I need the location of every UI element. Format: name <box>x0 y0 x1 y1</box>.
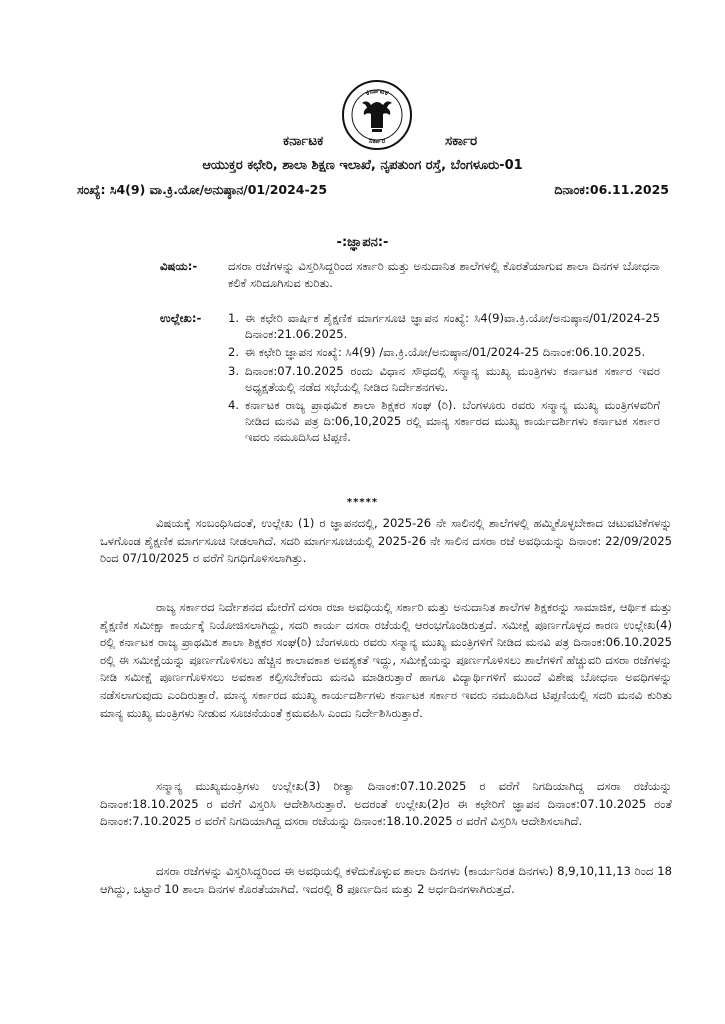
reference-item <box>228 310 660 342</box>
references-list <box>228 310 660 448</box>
reference-number-label: 1. <box>228 311 240 325</box>
reference-item <box>228 344 660 360</box>
reference-text: ಈ ಕಛೇರಿ ವಾರ್ಷಿಕ ಶೈಕ್ಷಣಿಕ ಮಾರ್ಗಸೂಚಿ ಜ್ಞಾಪನ ಸಂಖ್ಯೆ: ಸಿ4(9)ವಾ.ಕ್ರಿ.ಯೋ/ಅನುಷ್ಠಾನ/01/2024-25 ದಿನಾಂಕ:21.06.2025. <box>245 311 660 342</box>
reference-text: ಈ ಕಛೇರಿ ಜ್ಞಾಪನ ಸಂಖ್ಯೆ: ಸಿ4(9) /ವಾ.ಕ್ರಿ.ಯೋ/ಅನುಷ್ಠಾನ/01/2024-25 ದಿನಾಂಕ:06.10.2025. <box>245 345 646 360</box>
gov-title-word-1: ಕರ್ನಾಟಕ <box>283 133 324 149</box>
body-paragraph-4: ದಸರಾ ರಜೆಗಳನ್ನು ವಿಸ್ತರಿಸಿದ್ದರಿಂದ ಈ ಅವಧಿಯಲ್ಲಿ ಕಳೆದುಕೊಳ್ಳುವ ಶಾಲಾ ದಿನಗಳು (ಕಾರ್ಯನಿರತ ದಿನಗಳು) 8,9,10,11,13 ರಿಂದ 18 ಆಗಿದ್ದು, ಒಟ್ಟಾರೆ 10 ಶಾಲಾ ದಿನಗಳ ಕೊರತೆಯಾಗಿದೆ. ಇದರಲ್ಲಿ 8 ಪೂರ್ಣದಿನ ಮತ್ತು 2 ಅರ್ಧದಿನಗಳಾಗಿರುತ್ತದೆ. <box>100 864 672 896</box>
government-seal <box>341 79 413 151</box>
body-paragraph-1: ವಿಷಯಕ್ಕೆ ಸಂಬಂಧಿಸಿದಂತೆ, ಉಲ್ಲೇಖ (1) ರ ಜ್ಞಾಪನದಲ್ಲಿ, 2025-26 ನೇ ಸಾಲಿನಲ್ಲಿ ಶಾಲೆಗಳಲ್ಲಿ ಹಮ್ಮಿಕೊಳ್ಳಬೇಕಾದ ಚಟುವಟಿಕೆಗಳನ್ನು ಒಳಗೊಂಡ ಶೈಕ್ಷಣಿಕ ಮಾರ್ಗಸೂಚಿ ನೀಡಲಾಗಿದೆ. ಸದರಿ ಮಾರ್ಗಸೂಚಿಯಲ್ಲಿ 2025-26 ನೇ ಸಾಲಿನ ದಸರಾ ರಜೆ ಅವಧಿಯನ್ನು ದಿನಾಂಕ: 22/09/2025 ರಿಂದ 07/10/2025 ರ ವರೆಗೆ ನಿಗಧಿಗೊಳಿಸಲಾಗಿತ್ತು. <box>100 516 672 566</box>
memo-heading: -:ಜ್ಞಾಪನ:- <box>336 235 389 250</box>
body-paragraph-2: ರಾಜ್ಯ ಸರ್ಕಾರದ ನಿರ್ದೇಶನದ ಮೇರೆಗೆ ದಸರಾ ರಜಾ ಅವಧಿಯಲ್ಲಿ ಸರ್ಕಾರಿ ಮತ್ತು ಅನುದಾನಿತ ಶಾಲೆಗಳ ಶಿಕ್ಷಕರನ್ನು ಸಾಮಾಜಿಕ, ಆರ್ಥಿಕ ಮತ್ತು ಶೈಕ್ಷಣಿಕ ಸಮೀಕ್ಷಾ ಕಾರ್ಯಕ್ಕೆ ನಿಯೋಜಿಸಲಾಗಿದ್ದು, ಸದರಿ ಕಾರ್ಯ ದಸರಾ ರಜೆಯಲ್ಲಿ ಆರಂಭಗೊಂಡಿರುತ್ತದೆ. ಸಮೀಕ್ಷೆ ಪೂರ್ಣಗೊಳ್ಳದ ಕಾರಣ ಉಲ್ಲೇಖ(4) ರಲ್ಲಿ ಕರ್ನಾಟಕ ರಾಜ್ಯ ಪ್ರಾಥಮಿಕ ಶಾಲಾ ಶಿಕ್ಷಕರ ಸಂಘ(ರಿ) ಬೆಂಗಳೂರು ರವರು ಸನ್ಮಾನ್ಯ ಮುಖ್ಯ ಮಂತ್ರಿಗಳಿಗೆ ನೀಡಿದ ಮನವಿ ಪತ್ರ ದಿನಾಂಕ:06.10.2025 ರಲ್ಲಿ ಈ ಸಮೀಕ್ಷೆಯನ್ನು ಪೂರ್ಣಗೊಳಿಸಲು ಹೆಚ್ಚಿನ ಕಾಲಾವಕಾಶ ಅವಶ್ಯಕತೆ ಇದ್ದು, ಸಮೀಕ್ಷೆಯನ್ನು ಪೂರ್ಣಗೊಳಿಸಲು ಶಾಲೆಗಳಿಗೆ ಹೆಚ್ಚುವರಿ ದಸರಾ ರಜೆಗಳನ್ನು ನೀಡಿ ಸಮೀಕ್ಷೆ ಪೂರ್ಣಗೊಳಿಸಲು ಅವಕಾಶ ಕಲ್ಪಿಸಬೇಕೆಂದು ಮನವಿ ಮಾಡಿರುತ್ತಾರೆ ಹಾಗೂ ವಿದ್ಯಾರ್ಥಿಗಳಿಗೆ ಮುಂದೆ ವಿಶೇಷ ಬೋಧನಾ ಅವಧಿಗಳನ್ನು ನಡೆಸಲಾಗುವುದು ಎಂದಿರುತ್ತಾರೆ. ಮಾನ್ಯ ಸರ್ಕಾರದ ಮುಖ್ಯ ಕಾರ್ಯದರ್ಶಿಗಳು ಕರ್ನಾಟಕ ಸರ್ಕಾರ ಇವರು ನಮೂದಿಸಿದ ಟಿಪ್ಪಣಿಯಲ್ಲಿ ಸದರಿ ಮನವಿ ಕುರಿತು ಮಾನ್ಯ ಮುಖ್ಯ ಮಂತ್ರಿಗಳು ನೀಡುವ ಸೂಚನೆಯಂತೆ ಕ್ರಮವಹಿಸಿ ಎಂದು ನಿರ್ದೇಶಿಸಿರುತ್ತಾರೆ. <box>100 600 672 720</box>
svg-text:ಕರ್ನಾಟಕ <box>365 87 391 98</box>
reference-item <box>228 397 660 446</box>
reference-text: ದಿನಾಂಕ:07.10.2025 ರಂದು ವಿಧಾನ ಸೌಧದಲ್ಲಿ ಸನ್ಮಾನ್ಯ ಮುಖ್ಯ ಮಂತ್ರಿಗಳು ಕರ್ನಾಟಕ ಸರ್ಕಾರ ಇವರ ಅಧ್ಯಕ್ಷತೆಯಲ್ಲಿ ನಡೆದ ಸಭೆಯಲ್ಲಿ ನೀಡಿದ ನಿರ್ದೇಶನಗಳು. <box>245 363 660 394</box>
reference-number: ಸಂಖ್ಯೆ: ಸಿ4(9) ವಾ.ಕ್ರಿ.ಯೋ/ಅನುಷ್ಠಾನ/01/2024-25 <box>77 182 328 197</box>
reference-text: ಕರ್ನಾಟಕ ರಾಜ್ಯ ಪ್ರಾಥಮಿಕ ಶಾಲಾ ಶಿಕ್ಷಕರ ಸಂಘ (ರಿ). ಬೆಂಗಳೂರು ರವರು ಸನ್ಮಾನ್ಯ ಮುಖ್ಯ ಮಂತ್ರಿಗಳವರಿಗೆ ನೀಡಿದ ಮನವಿ ಪತ್ರ ದಿ:06,10,2025 ರಲ್ಲಿ ಮಾನ್ಯ ಸರ್ಕಾರದ ಮುಖ್ಯ ಕಾರ್ಯದರ್ಶಿಗಳು ಕರ್ನಾಟಕ ಸರ್ಕಾರ ಇವರು ನಮೂದಿಸಿದ ಟಿಪ್ಪಣಿ. <box>245 398 660 445</box>
gov-title-word-2: ಸರ್ಕಾರ <box>445 133 478 149</box>
reference-number-label: 2. <box>228 345 240 360</box>
seal-arc-text: ಕರ್ನಾಟಕ <box>364 86 390 98</box>
references-label: ಉಲ್ಲೇಖ:- <box>160 311 202 325</box>
office-address: ಆಯುಕ್ತರ ಕಛೇರಿ, ಶಾಲಾ ಶಿಕ್ಷಣ ಇಲಾಖೆ, ನೃಪತುಂಗ ರಸ್ತೆ, ಬೆಂಗಳೂರು-01 <box>202 158 523 173</box>
document-date: ದಿನಾಂಕ:06.11.2025 <box>554 182 669 197</box>
emblem-icon <box>341 79 413 151</box>
section-separator: ***** <box>346 497 379 508</box>
seal-bottom-text: ಸರ್ಕಾರ <box>368 137 386 145</box>
reference-number-label: 3. <box>228 363 240 378</box>
reference-item <box>228 363 660 395</box>
reference-number-label: 4. <box>228 398 240 413</box>
subject-text: ದಸರಾ ರಜೆಗಳನ್ನು ವಿಸ್ತರಿಸಿದ್ದರಿಂದ ಸರ್ಕಾರಿ ಮತ್ತು ಅನುದಾನಿತ ಶಾಲೆಗಳಲ್ಲಿ ಕೊರತೆಯಾಗುವ ಶಾಲಾ ದಿನಗಳ ಬೋಧನಾ ಕಲಿಕೆ ಸರಿದೂಗಿಸುವ ಕುರಿತು. <box>228 259 660 290</box>
subject-label: ವಿಷಯ:- <box>160 259 198 273</box>
body-paragraph-3: ಸನ್ಮಾನ್ಯ ಮುಖ್ಯಮಂತ್ರಿಗಳು ಉಲ್ಲೇಖ(3) ರೀತ್ಯಾ ದಿನಾಂಕ:07.10.2025 ರ ವರೆಗೆ ನಿಗದಿಯಾಗಿದ್ದ ದಸರಾ ರಜೆಯನ್ನು ದಿನಾಂಕ:18.10.2025 ರ ವರೆಗೆ ವಿಸ್ತರಿಸಿ ಆದೇಶಿಸಿರುತ್ತಾರೆ. ಅದರಂತೆ ಉಲ್ಲೇಖ(2)ರ ಈ ಕಛೇರಿಗೆ ಜ್ಞಾಪನ ದಿನಾಂಕ:07.10.2025 ರಂತೆ ದಿನಾಂಕ:7.10.2025 ರ ವರೆಗೆ ನಿಗದಿಯಾಗಿದ್ದ ದಸರಾ ರಜೆಯನ್ನು ದಿನಾಂಕ:18.10.2025 ರ ವರೆಗೆ ವಿಸ್ತರಿಸಿ ಆದೇಶಿಸಲಾಗಿದೆ. <box>100 779 672 829</box>
reference-line <box>77 182 669 198</box>
